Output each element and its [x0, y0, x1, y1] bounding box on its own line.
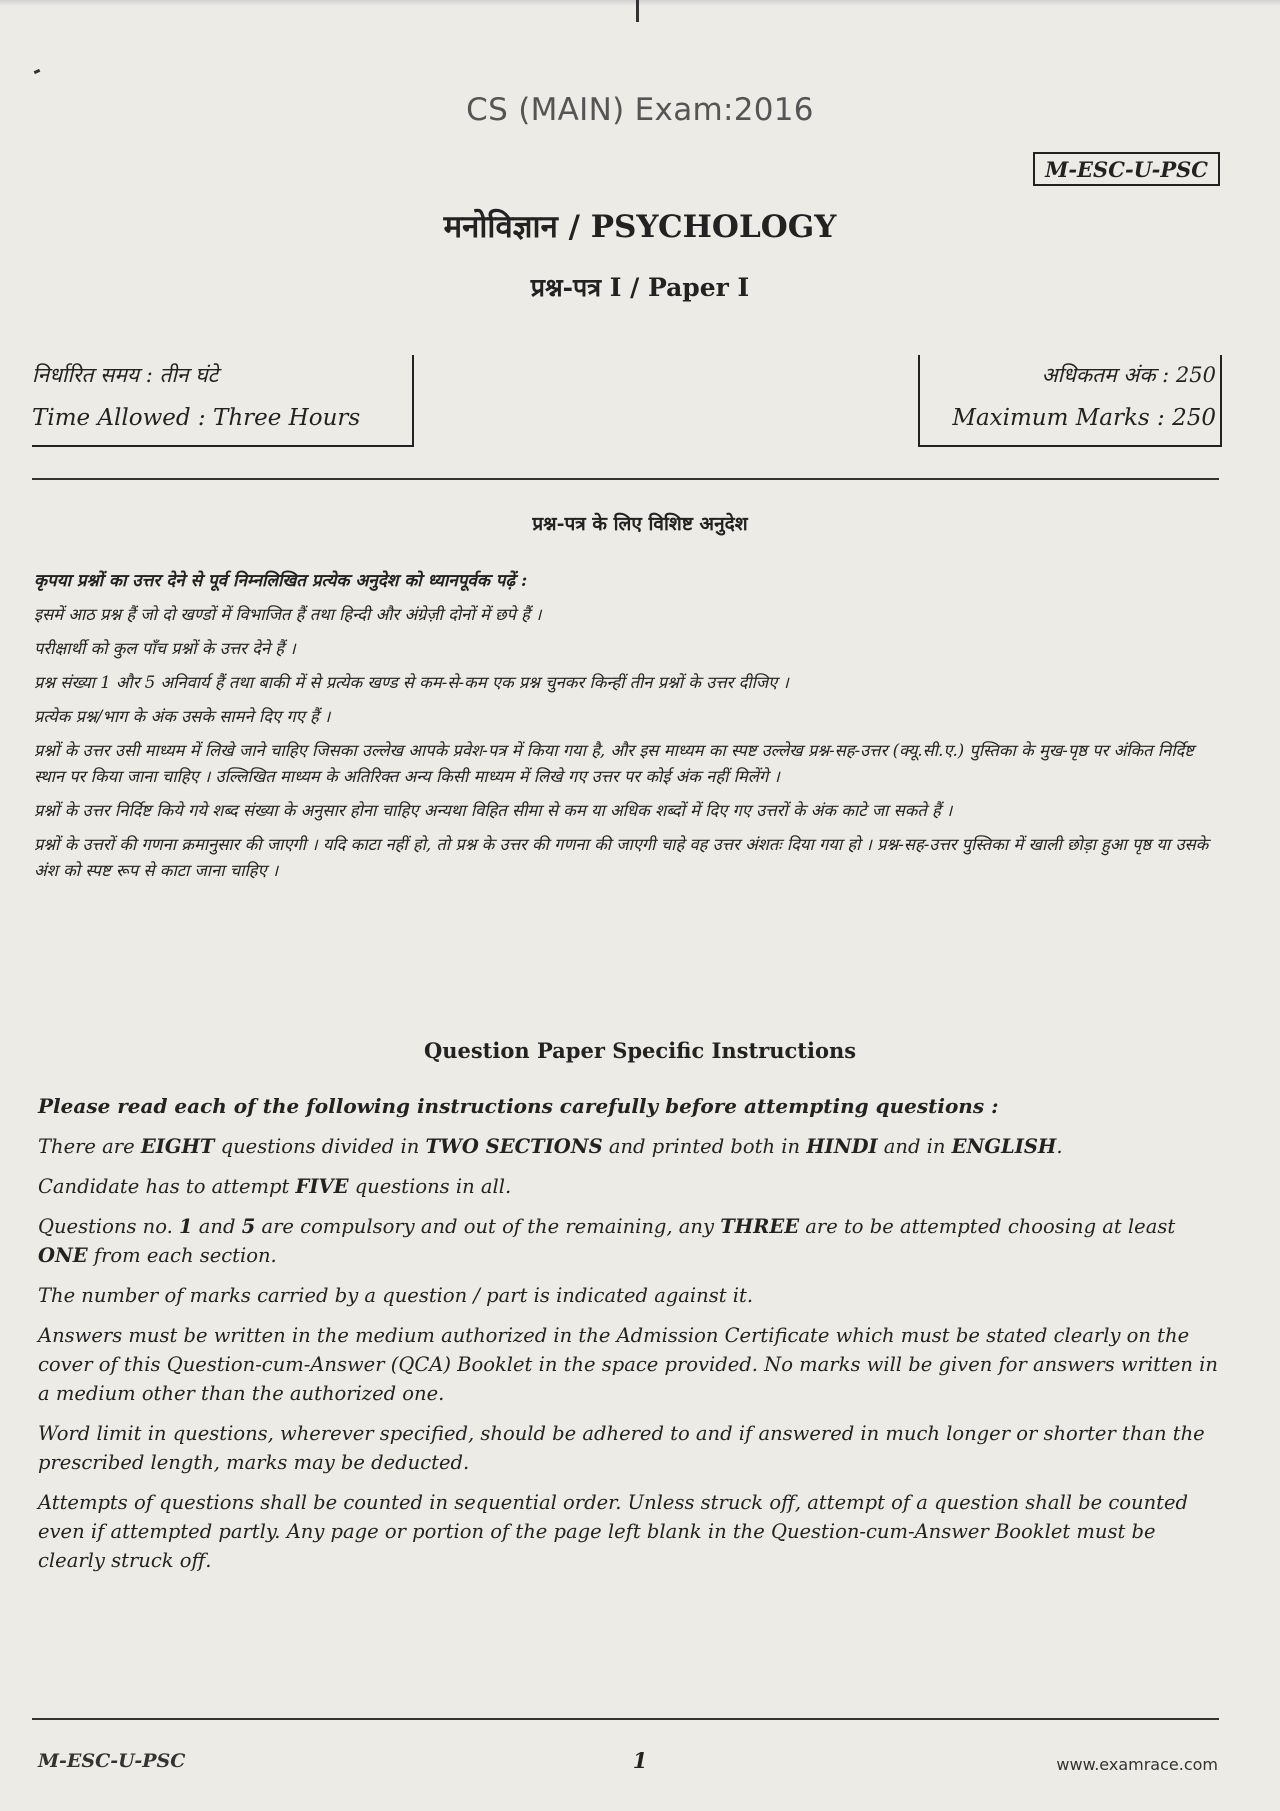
- english-instruction: Questions no. 1 and 5 are compulsory and out of the remaining, any THREE are to be attempted choosing at least ONE from each section.: [38, 1215, 1176, 1267]
- maximum-marks-english: Maximum Marks : 250: [952, 405, 1216, 431]
- english-instruction: The number of marks carried by a question / part is indicated against it.: [38, 1284, 754, 1307]
- top-binding-mark: [636, 0, 639, 22]
- hindi-instruction: प्रत्येक प्रश्न/भाग के अंक उसके सामने दिए गए हैं ।: [34, 707, 331, 726]
- hindi-instruction: प्रश्नों के उत्तरों की गणना क्रमानुसार की जाएगी । यदि काटा नहीं हो, तो प्रश्न के उत्तर की गणना की जाएगी चाहे वह उत्तर अंशतः दिया गया हो । प्रश्न-सह-उत्तर पुस्तिका में खाली छोड़ा हुआ पृष्ठ या उसके अंश को स्पष्ट रूप से काटा जाना चाहिए ।: [34, 835, 1209, 880]
- exam-title: CS (MAIN) Exam:2016: [466, 92, 814, 128]
- paper-number: प्रश्न-पत्र I / Paper I: [530, 273, 750, 302]
- time-allowed-english: Time Allowed : Three Hours: [32, 405, 361, 431]
- footer-paper-code: M-ESC-U-PSC: [38, 1750, 186, 1772]
- page-number: 1: [632, 1748, 648, 1773]
- english-instruction: Answers must be written in the medium authorized in the Admission Certificate which must be stated clearly on the cover of this Question-cum-Answer (QCA) Booklet in the space provided. No marks will be given for answers written in a medium other than the authorized one.: [38, 1324, 1218, 1405]
- maximum-marks-box: [918, 355, 1222, 447]
- footer-rule: [32, 1718, 1219, 1720]
- subject-title: मनोविज्ञान / PSYCHOLOGY: [443, 209, 837, 245]
- hindi-instruction: प्रश्नों के उत्तर उसी माध्यम में लिखे जाने चाहिए जिसका उल्लेख आपके प्रवेश-पत्र में किया गया है, और इस माध्यम का स्पष्ट उल्लेख प्रश्न-सह-उत्तर (क्यू.सी.ए.) पुस्तिका के मुख-पृष्ठ पर अंकित निर्दिष्ट स्थान पर किया जाना चाहिए । उल्लिखित माध्यम के अतिरिक्त अन्य किसी माध्यम में लिखे गए उत्तर पर कोई अंक नहीं मिलेंगे ।: [34, 741, 1194, 786]
- website-link[interactable]: www.examrace.com: [1056, 1755, 1218, 1774]
- hindi-instruction: कृपया प्रश्नों का उत्तर देने से पूर्व निम्नलिखित प्रत्येक अनुदेश को ध्यानपूर्वक पढ़ें :: [34, 571, 528, 591]
- hindi-instructions-list: [34, 568, 1224, 892]
- hindi-instruction: इसमें आठ प्रश्न हैं जो दो खण्डों में विभाजित हैं तथा हिन्दी और अंग्रेज़ी दोनों में छपे हैं ।: [34, 605, 542, 624]
- time-allowed-hindi: निर्धारित समय : तीन घंटे: [32, 363, 219, 387]
- time-allowed-box: [32, 355, 414, 447]
- maximum-marks-hindi: अधिकतम अंक : 250: [1041, 363, 1216, 387]
- paper-code-box: M-ESC-U-PSC: [1033, 152, 1220, 186]
- english-instruction: Attempts of questions shall be counted in sequential order. Unless struck off, attempt of a question shall be counted even if attempted partly. Any page or portion of the page left blank in the Question-cum-Answer Booklet must be clearly struck off.: [38, 1491, 1188, 1572]
- hindi-instruction: प्रश्न संख्या 1 और 5 अनिवार्य हैं तथा बाकी में से प्रत्येक खण्ड से कम-से-कम एक प्रश्न चुनकर किन्हीं तीन प्रश्नों के उत्तर दीजिए ।: [34, 673, 789, 692]
- english-instructions-heading: Question Paper Specific Instructions: [423, 1038, 857, 1063]
- hindi-instruction: प्रश्नों के उत्तर निर्दिष्ट किये गये शब्द संख्या के अनुसार होना चाहिए अन्यथा विहित सीमा से कम या अधिक शब्दों में दिए गए उत्तरों के अंक काटे जा सकते हैं ।: [34, 801, 953, 820]
- english-instructions-list: [38, 1092, 1223, 1586]
- hindi-instructions-heading: प्रश्न-पत्र के लिए विशिष्ट अनुदेश: [532, 513, 748, 535]
- hindi-instruction: परीक्षार्थी को कुल पाँच प्रश्नों के उत्तर देने हैं ।: [34, 639, 296, 658]
- english-instruction: There are EIGHT questions divided in TWO SECTIONS and printed both in HINDI and in ENGLISH.: [38, 1135, 1063, 1158]
- english-instruction: Word limit in questions, wherever specified, should be adhered to and if answered in much longer or shorter than the prescribed length, marks may be deducted.: [38, 1422, 1205, 1474]
- scan-speck: [34, 69, 41, 74]
- english-instruction: Candidate has to attempt FIVE questions in all.: [38, 1175, 512, 1198]
- english-instruction: Please read each of the following instructions carefully before attempting questions :: [38, 1094, 999, 1118]
- divider-rule: [32, 478, 1219, 480]
